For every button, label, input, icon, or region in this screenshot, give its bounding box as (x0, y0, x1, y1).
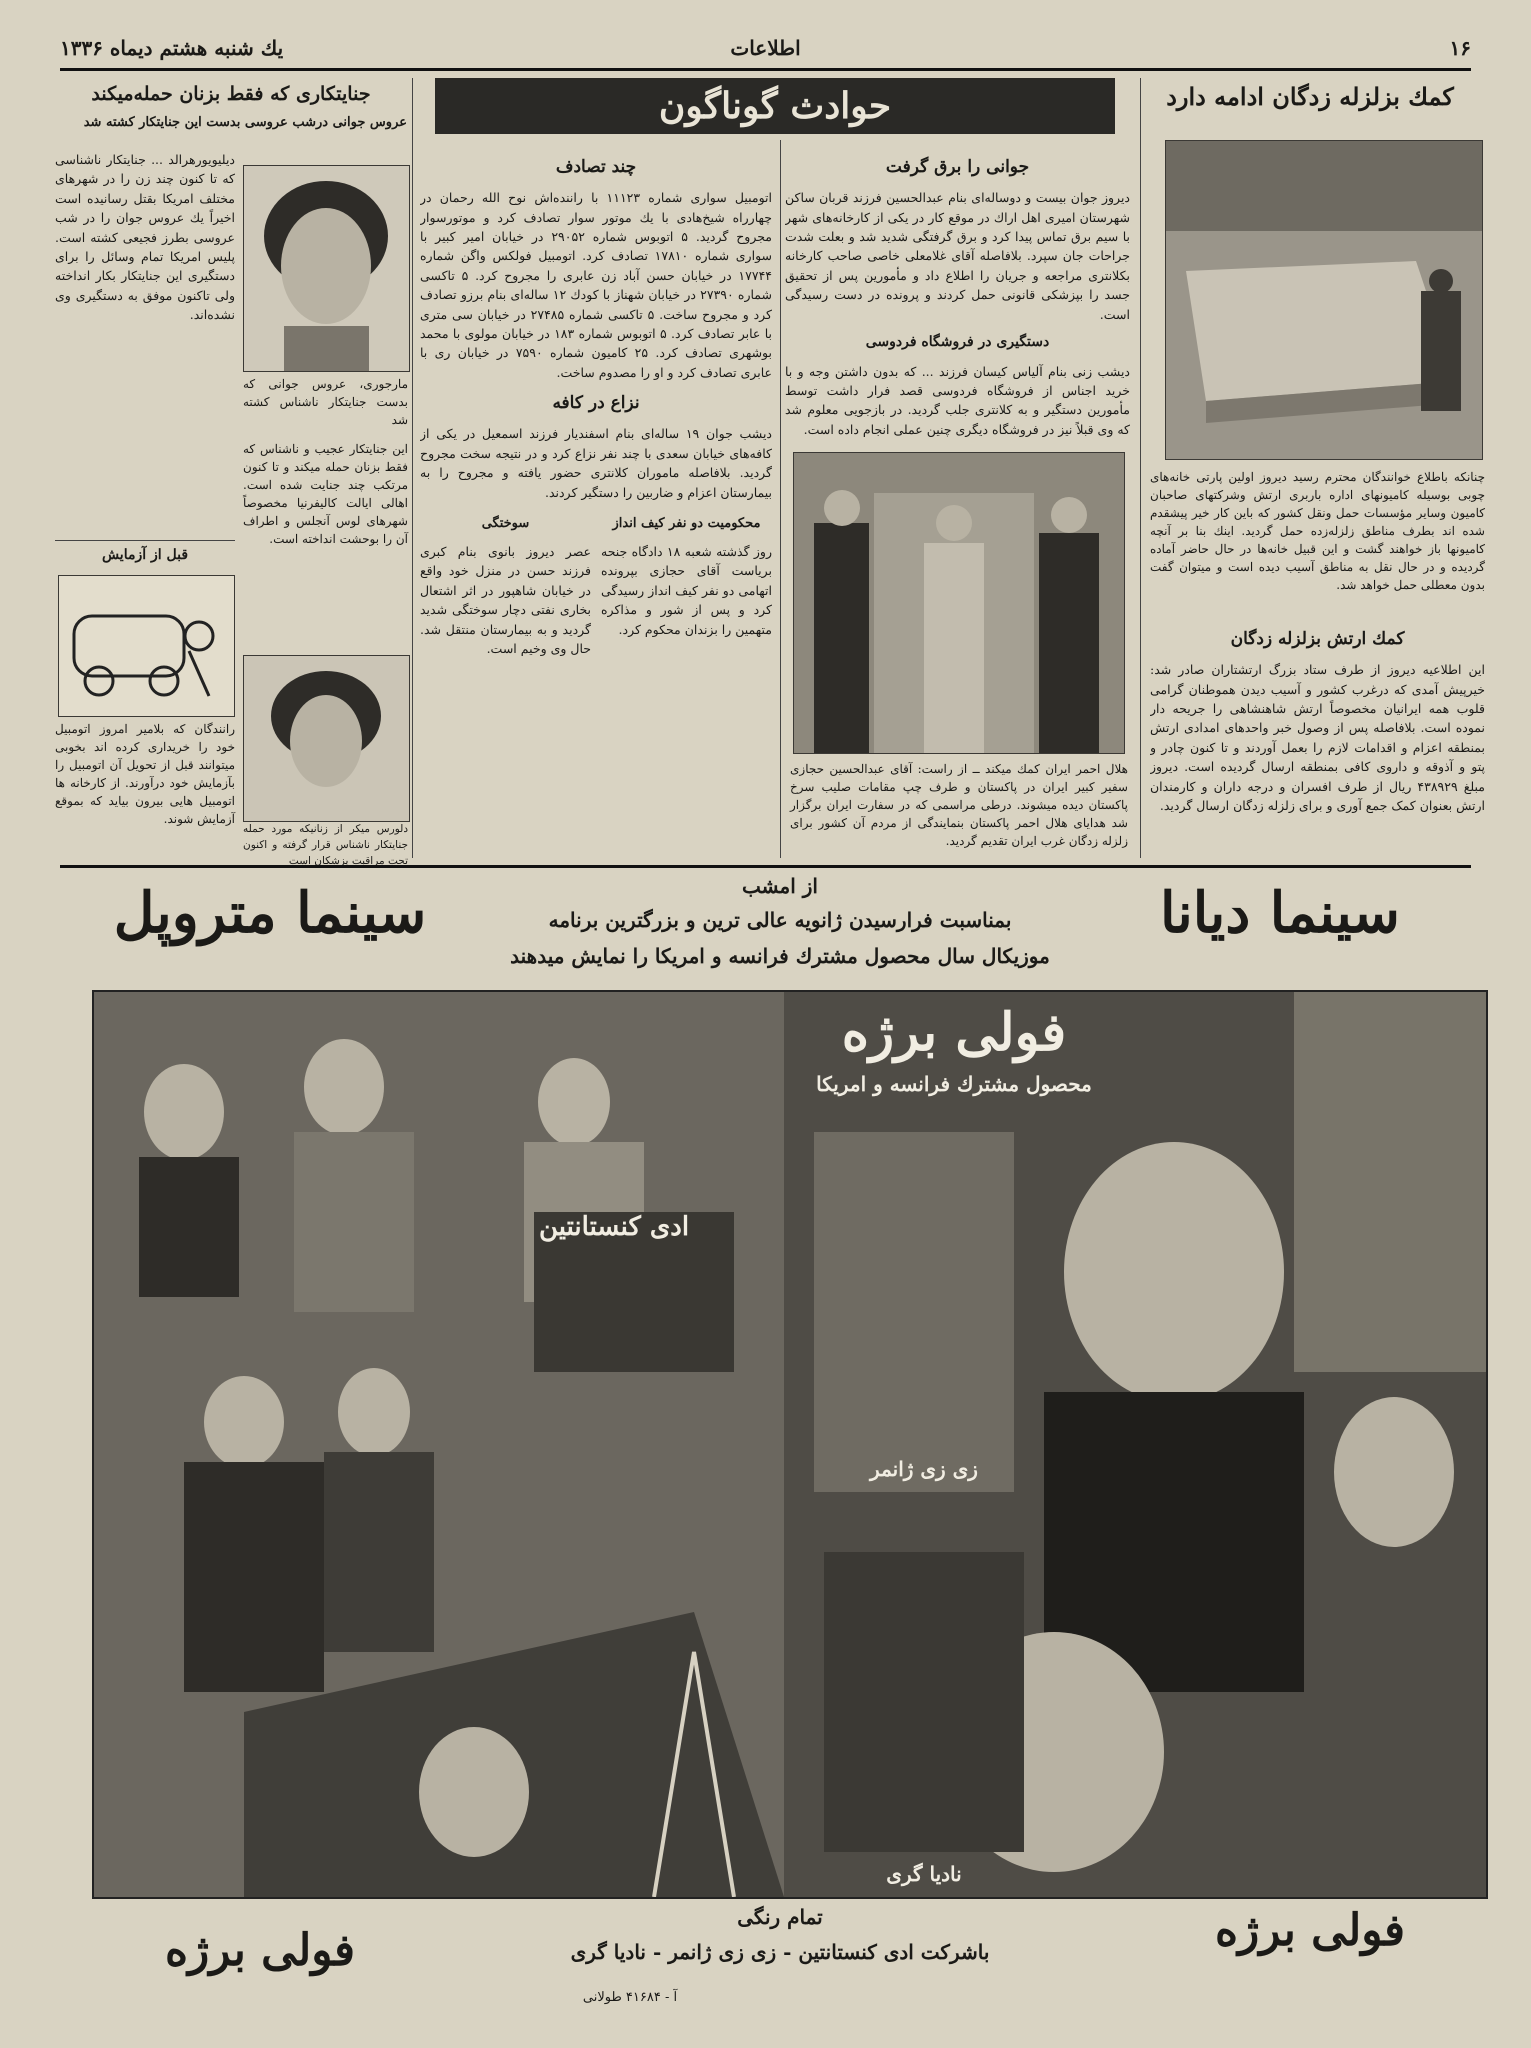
pickpockets-body: روز گذشته شعبه ۱۸ دادگاه جنحه برياست آقای حجازی بپرونده اتهامی دو نفر کیف انداز رسیدگی کرد و پس از شور و مذاکره متهمین را بزندان محکوم کرد. (601, 544, 772, 637)
killer-headline: جنایتکاری که فقط بزنان حمله‌میکند (91, 83, 371, 105)
prefab-houses-photo (1165, 140, 1483, 460)
accidents-column (420, 150, 772, 850)
actor-name-2: زی زی ژانمر (870, 1457, 978, 1481)
pickpockets-brief (601, 510, 772, 666)
page-number: ۱۶ (1449, 36, 1471, 60)
cafe-brawl-body: دیشب جوان ۱۹ ساله‌ای بنام اسفندیار فرزند اسمعیل در یکی از کافه‌های خیابان سعدی با چند نفر نزاع کرد و در نتیجه سخت مجروح گردید. بلافاصله ماموران کلانتری حضور یافته و مجروح را به بیمارستان اعزام و ضاربین را دستگیر کردند. (420, 426, 772, 500)
marjorie-photo (243, 165, 410, 372)
page-header (60, 30, 1471, 70)
column-divider (412, 78, 413, 858)
marjorie-portrait (244, 166, 409, 371)
embassy-illustration (794, 453, 1124, 753)
section-divider (55, 540, 235, 541)
burn-brief (420, 510, 591, 666)
ad-code: آ - ۴۱۶۸۴ طولانی (582, 1990, 678, 2005)
pickpockets-headline: محکومیت دو نفر کیف انداز (612, 515, 761, 531)
poster-film-subtitle: محصول مشترك فرانسه و امریکا (816, 1072, 1092, 1096)
poster-collage (94, 992, 1486, 1897)
cafe-brawl-headline: نزاع در کافه (552, 393, 640, 414)
relief-column-title-wrap (1140, 78, 1480, 118)
newspaper-name: اطلاعات (730, 36, 801, 60)
cartoon-title: قبل از آزمایش (101, 547, 189, 563)
film-poster (92, 990, 1488, 1899)
column-divider (1140, 78, 1141, 858)
section-banner: حوادث گوناگون (435, 78, 1115, 134)
cinema-diana: سینما دیانا (1160, 880, 1400, 946)
two-briefs (420, 510, 772, 666)
cinema-metropol: سینما متروپل (113, 880, 427, 946)
embassy-photo (793, 452, 1125, 754)
ad-top-rule (60, 865, 1471, 868)
poster-film-title: فولی برژه (841, 1002, 1067, 1063)
electrocution-headline: جوانی را برق گرفت (885, 157, 1030, 177)
column-divider (780, 140, 781, 858)
embassy-caption: هلال احمر ایران کمك میکند ــ از راست: آقای عبدالحسین حجازی سفیر کبیر ایران در پاکستان و طرف چپ مقامات صلیب سرخ پاکستان دیده میشوند. درطی مراسمی که در سفارت ایران برگزار شد هدایای هلال احمر پاکستان بنمایندگی از مردم آن کشور برای زلزله زدگان غرب ایران تقدیم گردید. (790, 762, 1128, 848)
relief-headline: كمك بزلزله زدگان ادامه دارد (1166, 82, 1454, 111)
accidents-body: اتومبیل سواری شماره ۱۱۱۲۳ با راننده‌اش نوح الله رحمان در چهارراه شیخ‌هادی با یك موتور سوار تصادف کرد و موتورسوار مجروح گردید. ۵ اتوبوس شماره ۲۹۰۵۲ در خیابان امیر کبیر با سواری شماره ۱۷۸۱۰ تصادف کرد. اتومبیل فولکس واگن شماره ۱۷۷۴۴ در خیابان حسن آباد زن عابری را مجروح کرد. ۵ تاکسی شماره ۲۷۳۹۰ در خیابان شهناز با کودك ۱۲ ساله‌ای بنام برزو تصادف کرد و مجروح ساخت. ۵ تاکسی شماره ۲۷۴۸۵ در خیابان سی متری با عابر تصادف کرد. ۵ اتوبوس شماره ۱۸۳ در خیابان مولوی با محمد بوشهری تصادف کرد. ۲۵ کامیون شماره ۷۵۹۰ در خیابان ری با عابری تصادف کرد و او را مصدوم ساخت. (420, 190, 772, 380)
army-aid-body: این اطلاعیه دیروز از طرف ستاد بزرگ ارتشتاران صادر شد: خیرپیش آمدی که درغرب کشور و آسیب دیدن هموطنان گرامی قلوب همه ایرانیان مخصوصاً ارتش شاهنشاهی را جریحه دار نموده است. بلافاصله پس از وصول خبر واحدهای امدادی ارتش بمنطقه اعزام و اقدامات لازم را بعمل آوردند و تا کنون چادر و پتو و آذوقه و داروی کافی بمنطقه ارسال گردیده است. دیروز مبلغ ۴۳۸۹۲۹ ریال از طرف افسران و درجه داران و کارمندان ارتش بعنوان کمک جمع آوری و برای زلزله زدگان ارسال گردید. (1150, 662, 1485, 813)
dolores-caption: دلورس میکر از زنانیکه مورد حمله جنایتکار ناشناس قرار گرفته و اکنون تحت مراقبت پزشکان است (243, 823, 408, 867)
killer-body-2: این جنایتکار عجیب و ناشناس که فقط بزنان حمله میکند و تا کنون مرتکب چند جنایت شده است. اهالی ایالت کالیفرنیا مخصوصاً شهرهای لوس آنجلس و اطراف آن را بوحشت انداخته است. (243, 442, 408, 546)
header-rule (60, 68, 1471, 71)
killer-subheadline: عروس جوانی درشب عروسی بدست این جنایتکار کشته شد (83, 115, 407, 131)
killer-body-wrap (55, 150, 235, 560)
car-cartoon-drawing (59, 576, 234, 716)
killer-body: دیلیویورهرالد ... جنایتکار ناشناسی که تا کنون چند زن را در شهرهای مختلف امریکا بقتل رسانیده است اخیراً یك عروس جوان را در شب عروسی بطرز فجیعی کشته است. پلیس امریکا تمام وسائل را برای دستگیری این جنایتکار بکار انداخته ولی تاکنون موفق به دستگیری وی نشده‌اند. (55, 152, 235, 322)
accidents-headline: چند تصادف (555, 157, 637, 177)
film-name-left: فولی برژه (165, 1925, 355, 1976)
burn-headline: سوختگی (481, 515, 530, 531)
dolores-photo (243, 655, 410, 822)
cartoon-caption: رانندگان که بلامیر امروز اتومبیل خود را خریداری کرده اند بخوبی میتوانند قبل از تحویل آن اتومبیل را بآزمایش خود درآورند. از کارخانه ها اتومبیل هایی بیرون بیاید که بموقع آزمایش شوند. (55, 722, 235, 826)
killer-headline-wrap (55, 80, 407, 150)
actor-name-3: نادیا گری (886, 1862, 962, 1886)
army-aid-article (1150, 622, 1485, 852)
cartoon-title-wrap (55, 545, 235, 575)
electrocution-body: دیروز جوان بیست و دوساله‌ای بنام عبدالحسین فرزند قربان ساکن شهرستان امیری اهل اراك در موقع کار در یکی از کارخانه‌های شهر با سیم برق تماس پیدا کرد و برق گرفتگی شدید شد و بعلت شدت جراحات جان سپرد. بلافاصله آقای غلامعلی خاصی صاحب کارخانه بکلانتری مراجعه و جریان را اطلاع داد و مأمورین پس از تحقیق جسد را بپزشکی قانونی حمل کردند و پرونده در دست رسیدگی است. (785, 190, 1130, 322)
ad-line-1: بمناسبت فرارسیدن ژانویه عالی ترین و بزرگترین برنامه (548, 908, 1012, 932)
issue-date: یك شنبه هشتم دیماه ۱۳۳۶ (60, 36, 284, 60)
from-tonight: از امشب (742, 874, 818, 898)
army-aid-headline: كمك ارتش بزلزله زدگان (1230, 629, 1405, 649)
actor-name-1: ادی کنستانتین (538, 1212, 690, 1242)
car-cartoon (58, 575, 235, 717)
store-arrest-headline: دستگیری در فروشگاه فردوسی (865, 333, 1050, 350)
store-arrest-body: دیشب زنی بنام آلیاس کیسان فرزند ... که بدون داشتن وجه و با خرید اجناس از فروشگاه فردوسی قصد فرار داشت توسط مأمورین دستگیر و به کلانتری جلب گردید. در بازجویی معلوم شد که وی قبلاً نیز در فروشگاه دیگری چنین عملی انجام داده است. (785, 363, 1130, 437)
film-name-right: فولی برژه (1215, 1905, 1405, 1956)
ad-line-2: موزیکال سال محصول مشترك فرانسه و امریکا را نمایش میدهند (510, 944, 1050, 968)
marjorie-caption: مارجوری، عروس جوانی که بدست جنایتکار ناشناس کشته شد (243, 377, 408, 427)
dolores-portrait (244, 656, 409, 821)
all-color: تمام رنگی (737, 1905, 823, 1929)
prefab-houses-illustration (1166, 141, 1482, 459)
cast-line: باشرکت ادی کنستانتین - زی زی ژانمر - نادیا گری (570, 1940, 990, 1964)
burn-body: عصر دیروز بانوی بنام کبری فرزند حسن در منزل خود واقع در خیابان شاهپور در اثر اشتعال بخاری نفتی دچار سوختگی شدید گردید و به بیمارستان منتقل شد. حال وی وخیم است. (420, 544, 591, 656)
electrocution-article (785, 150, 1130, 440)
prefab-caption: چنانکه باطلاع خوانندگان محترم رسید دیروز اولین پارتی خانه‌های چوبی بوسیله کامیونهای اداره باربری ارتش وشرکتهای صاحبان کامیون وسایر مؤسسات حمل ونقل کشور که باین کار خیر پیشقدم شده اند بطرف مناطق زلزله‌زده حمل گردید. اینك بنا بر آنچه کامیونها باز خواهند گشت و این قبیل خانه‌ها در حال حاضر آماده گردیده و در حال نقل به مناطق آسیب دیده است و میتوان گفت بدون معطلی حمل خواهد شد. (1150, 470, 1485, 592)
